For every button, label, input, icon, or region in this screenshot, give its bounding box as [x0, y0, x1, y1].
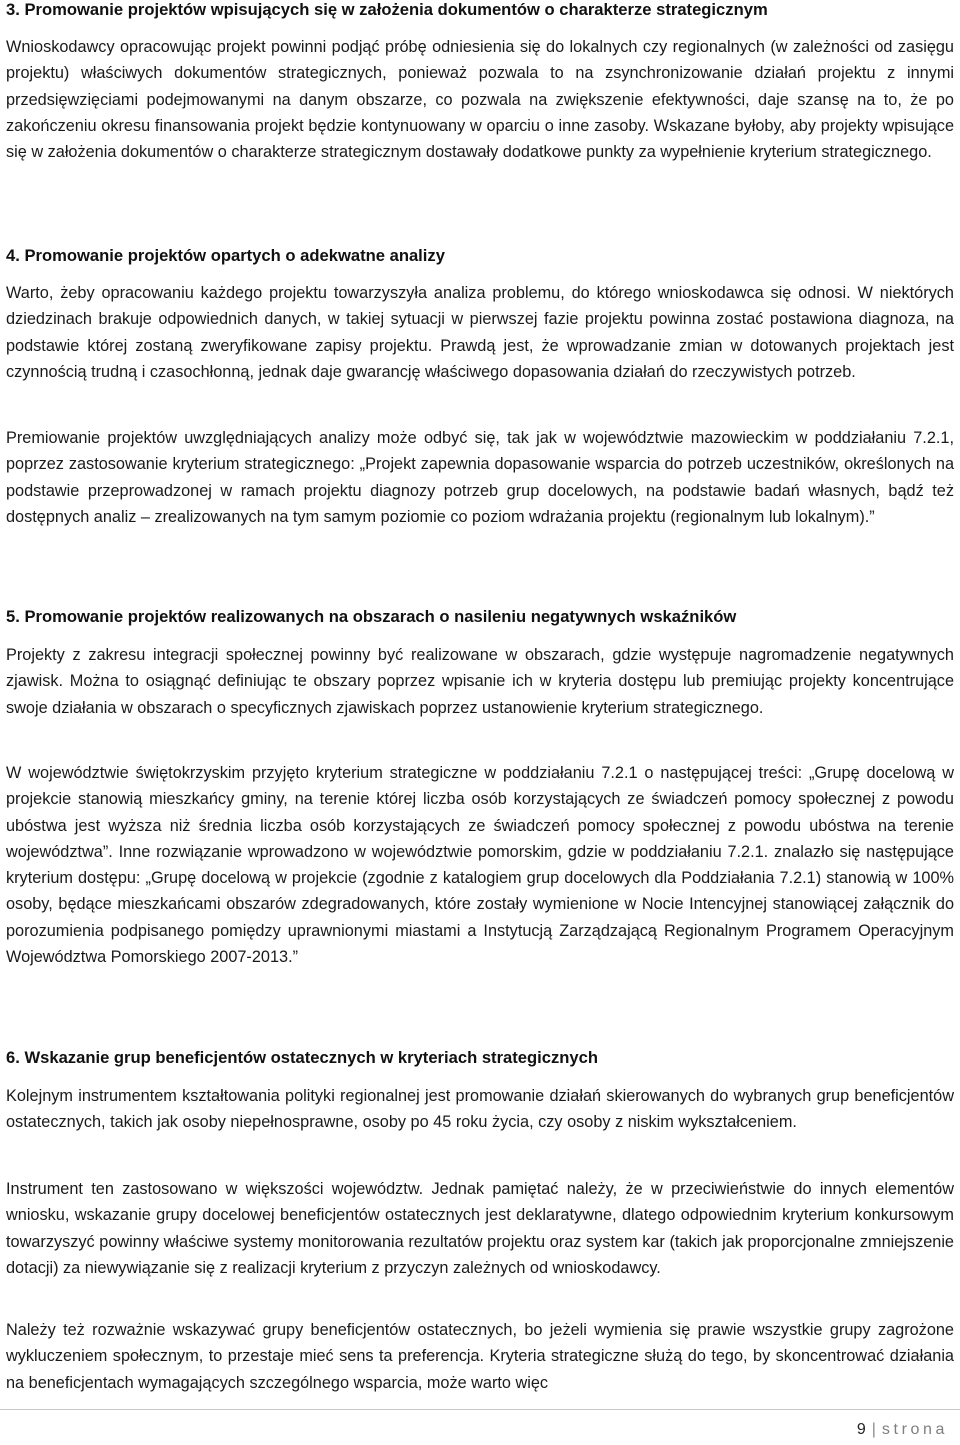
- page-footer: [857, 1419, 948, 1441]
- section-5-paragraph-1: Projekty z zakresu integracji społecznej powinny być realizowane w obszarach, gdzie występuje nagromadzenie negatywnych zjawisk. Można to osiągnąć definiując te obszary poprzez wpisanie ich w kryteria dostępu lub premiując projekty koncentrujące swoje działania w obszarach o specyficznych zjawiskach poprzez ustanowienie kryterium strategicznego.: [6, 646, 954, 717]
- section-6-paragraph-3: Należy też rozważnie wskazywać grupy beneficjentów ostatecznych, bo jeżeli wymienia się prawie wszystkie grupy zagrożone wykluczeniem społecznym, to przestaje mieć sens ta preferencja. Kryteria strategiczne służą do tego, by skoncentrować działania na beneficjentach wymagających szczególnego wsparcia, może warto więc: [6, 1321, 954, 1392]
- page-number: 9: [856, 1421, 866, 1438]
- footer-divider: [0, 1409, 960, 1410]
- section-5-paragraph-2: W województwie świętokrzyskim przyjęto kryterium strategiczne w poddziałaniu 7.2.1 o następującej treści: „Grupę docelową w projekcie stanowią mieszkańcy gminy, na terenie której liczba osób korzystających ze świadczeń pomocy społecznej z powodu ubóstwa jest wyższa niż średnia liczba osób korzystających ze świadczeń pomocy społecznej z powodu ubóstwa na terenie województwa”. Inne rozwiązanie wprowadzono w województwie pomorskim, gdzie w poddziałaniu 7.2.1. znalazło się następujące kryterium dostępu: „Grupę docelową w projekcie (zgodnie z katalogiem grup docelowych dla Poddziałania 7.2.1) stanowią w 100% osoby, będące mieszkańcami obszarów zdegradowanych, które zostały wymienione w Nocie Intencyjnej stanowiącej załącznik do porozumienia podpisanego pomiędzy uprawnionymi miastami a Instytucją Zarządzającą Regionalnym Programem Operacyjnym Województwa Pomorskiego 2007-2013.”: [6, 764, 954, 967]
- page-label: strona: [881, 1421, 948, 1438]
- section-5-heading: 5. Promowanie projektów realizowanych na obszarach o nasileniu negatywnych wskaźników: [6, 607, 737, 626]
- section-6-heading: 6. Wskazanie grup beneficjentów ostatecznych w kryteriach strategicznych: [6, 1048, 599, 1067]
- section-4-paragraph-2: Premiowanie projektów uwzględniających analizy może odbyć się, tak jak w województwie mazowieckim w poddziałaniu 7.2.1, poprzez zastosowanie kryterium strategicznego: „Projekt zapewnia dopasowanie wsparcia do potrzeb uczestników, określonych na podstawie przeprowadzonej w ramach projektu diagnozy potrzeb grup docelowych, na podstawie badań własnych, bądź też dostępnych analiz – zrealizowanych na tym samym poziomie co poziom wdrażania projektu (regionalnym lub lokalnym).”: [6, 429, 954, 526]
- section-3-heading: 3. Promowanie projektów wpisujących się w założenia dokumentów o charakterze strategicznym: [6, 0, 768, 19]
- section-4-heading: 4. Promowanie projektów opartych o adekwatne analizy: [6, 246, 445, 265]
- footer-separator: |: [871, 1421, 876, 1438]
- section-6-paragraph-2: Instrument ten zastosowano w większości województw. Jednak pamiętać należy, że w przeciwieństwie do innych elementów wniosku, wskazanie grupy docelowej beneficjentów ostatecznych jest deklaratywne, dlatego odpowiednim kryterium konkursowym towarzyszyć powinny właściwe systemy monitorowania rezultatów projektu oraz system kar (takich jak proporcjonalne zmniejszenie dotacji) za niewywiązanie się z realizacji kryterium z przyczyn zależnych od wnioskodawcy.: [6, 1180, 954, 1277]
- section-6-paragraph-1: Kolejnym instrumentem kształtowania polityki regionalnej jest promowanie działań skierowanych do wybranych grup beneficjentów ostatecznych, takich jak osoby niepełnosprawne, osoby po 45 roku życia, czy osoby z niskim wykształceniem.: [6, 1087, 954, 1132]
- section-4-paragraph-1: Warto, żeby opracowaniu każdego projektu towarzyszyła analiza problemu, do którego wnioskodawca się odnosi. W niektórych dziedzinach brakuje odpowiednich danych, w takiej sytuacji w pierwszej fazie projektu powinna zostać postawiona diagnoza, na podstawie której zostaną zweryfikowane zapisy projektu. Prawdą jest, że wprowadzanie zmian w dotowanych projektach jest czynnością trudną i czasochłonną, jednak daje gwarancję właściwego dopasowania działań do rzeczywistych potrzeb.: [6, 284, 954, 381]
- section-3-paragraph-1: Wnioskodawcy opracowując projekt powinni podjąć próbę odniesienia się do lokalnych czy regionalnych (w zależności od zasięgu projektu) właściwych dokumentów strategicznych, ponieważ pozwala to na zsynchronizowanie działań projektu z innymi przedsięwzięciami podejmowanymi na danym obszarze, co pozwala na zwiększenie efektywności, daje szansę na to, że po zakończeniu okresu finansowania projekt będzie kontynuowany w oparciu o inne zasoby. Wskazane byłoby, aby projekty wpisujące się w założenia dokumentów o charakterze strategicznym dostawały dodatkowe punkty za wypełnienie kryterium strategicznego.: [6, 38, 954, 162]
